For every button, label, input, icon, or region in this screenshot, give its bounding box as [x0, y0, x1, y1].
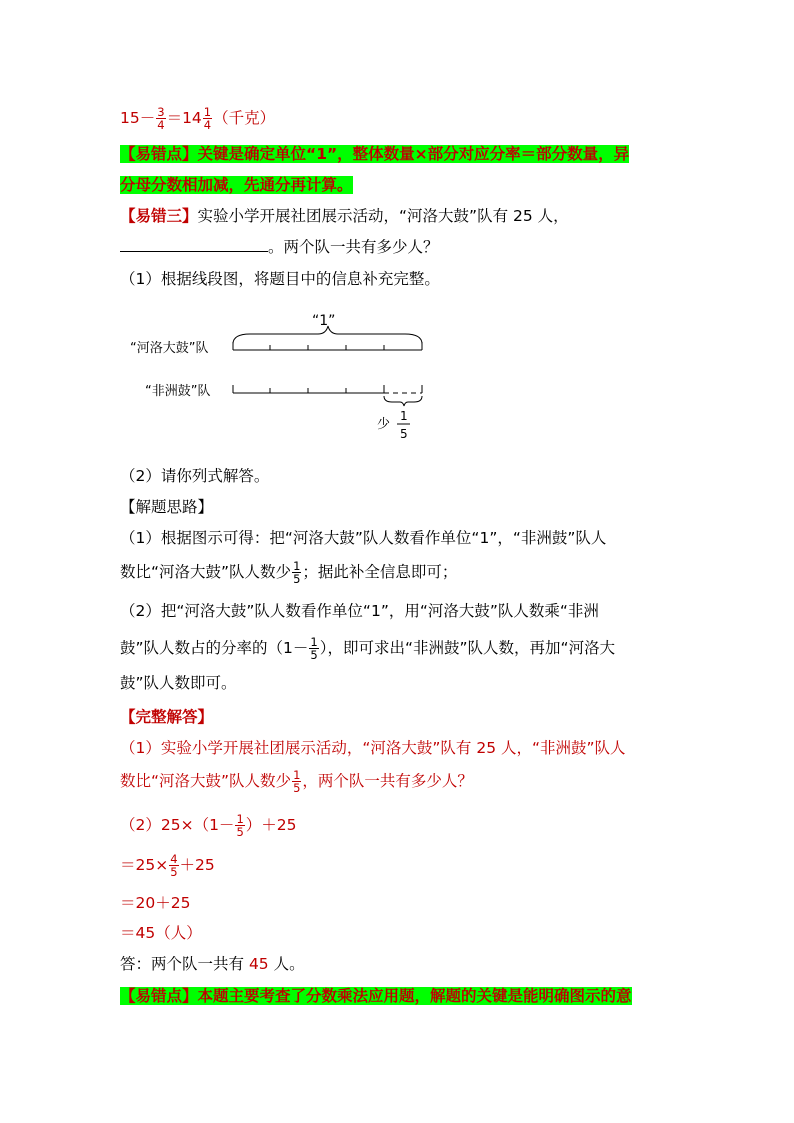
fraction: [169, 853, 178, 878]
error-tag: 【易错点】: [120, 987, 198, 1005]
problem-tail: 。两个队一共有多少人？: [268, 238, 439, 256]
brace: [233, 326, 422, 344]
approach-p2-line3: 鼓”队人数即可。: [120, 674, 237, 692]
answer-step-4: ＝45（人）: [120, 924, 202, 942]
text-part: 答：两个队一共有: [120, 955, 249, 973]
approach-p1-line2: [120, 560, 457, 585]
fraction: [309, 636, 318, 661]
answer-step-1: [120, 813, 297, 838]
numerator: 1: [236, 812, 244, 826]
less-label: 少: [377, 417, 391, 432]
denominator: 4: [157, 118, 165, 132]
question-1: （1）根据线段图，将题目中的信息补充完整。: [120, 270, 440, 288]
error-text: 关键是确定单位“1”，整体数量×部分对应分率＝部分数量，异: [197, 145, 630, 163]
question-2: （2）请你列式解答。: [120, 467, 270, 485]
text-part: ＝25×: [120, 856, 169, 874]
text-part: ＋25: [179, 856, 215, 874]
error-tag: 【易错点】: [120, 145, 198, 163]
approach-p1-line1: （1）根据图示可得：把“河洛大鼓”队人数看作单位“1”，“非洲鼓”队人: [120, 529, 607, 547]
text-part: 鼓”队人数占的分率的（1－: [120, 639, 309, 657]
text-part: ，两个队一共有多少人？: [302, 772, 473, 790]
answer-step-3: ＝20＋25: [120, 894, 191, 912]
label-feizhou: “非洲鼓”队: [145, 384, 211, 399]
numerator: 1: [310, 635, 318, 649]
approach-p2-line1: （2）把“河洛大鼓”队人数看作单位“1”，用“河洛大鼓”队人数乘“非洲: [120, 602, 599, 620]
text-part: 数比“河洛大鼓”队人数少: [120, 772, 292, 790]
answer-a1-line2: [120, 769, 473, 794]
segment-heluo: [233, 342, 422, 350]
approach-p2-line2: [120, 636, 615, 661]
error-point-1-line1: [120, 143, 629, 165]
answer-a1-line1: （1）实验小学开展社团展示活动，“河洛大鼓”队有 25 人，“非洲鼓”队人: [120, 739, 626, 757]
denominator: 5: [293, 781, 301, 795]
answer-step-2: [120, 853, 215, 878]
error-point-2: [120, 985, 632, 1007]
segment-diagram: [0, 300, 794, 450]
error-point-1-line2: [120, 174, 353, 196]
denominator: 4: [203, 118, 212, 132]
text-part: （2）25×（1－: [120, 816, 235, 834]
answer-final: [120, 953, 305, 975]
numerator: 1: [203, 105, 212, 119]
answer-title: 【完整解答】: [120, 708, 214, 726]
problem-tag: 【易错三】: [120, 207, 198, 225]
calc-part: （千克）: [213, 109, 276, 127]
fraction: [156, 106, 165, 131]
text-part: 人。: [268, 955, 305, 973]
numerator: 1: [293, 768, 301, 782]
answer-blank[interactable]: [120, 236, 268, 252]
text-part: ），即可求出“非洲鼓”队人数，再加“河洛大: [319, 639, 616, 657]
denominator: 5: [310, 648, 318, 662]
fraction: [203, 106, 212, 131]
error-text: 分母分数相加减，先通分再计算。: [120, 176, 353, 194]
calc-line: [120, 106, 275, 131]
segment-feizhou: [233, 385, 422, 393]
numerator: 1: [293, 559, 301, 573]
text-part: ）＋25: [245, 816, 297, 834]
denominator: 5: [236, 825, 244, 839]
error-text: 本题主要考查了分数乘法应用题，解题的关键是能明确图示的意: [197, 987, 632, 1005]
text-part: ；据此补全信息即可；: [302, 563, 458, 581]
calc-part: ＝14: [166, 109, 202, 127]
problem-line2: [120, 236, 439, 258]
numerator: 3: [157, 105, 165, 119]
less-numerator: 1: [400, 409, 408, 423]
less-denominator: 5: [400, 427, 408, 441]
approach-title: 【解题思路】: [120, 498, 214, 516]
answer-number: 45: [248, 955, 269, 973]
unit-label: “1”: [312, 313, 336, 329]
denominator: 5: [293, 572, 301, 586]
problem-text: 实验小学开展社团展示活动，“河洛大鼓”队有 25 人，: [197, 207, 569, 225]
label-heluo: “河洛大鼓”队: [130, 341, 209, 356]
problem-line1: [120, 205, 569, 227]
denominator: 5: [170, 865, 178, 879]
text-part: 数比“河洛大鼓”队人数少: [120, 563, 292, 581]
small-brace: [384, 396, 422, 406]
numerator: 4: [170, 852, 178, 866]
fraction: [292, 769, 301, 794]
fraction: [235, 813, 244, 838]
calc-part: 15－: [120, 109, 156, 127]
fraction: [292, 560, 301, 585]
